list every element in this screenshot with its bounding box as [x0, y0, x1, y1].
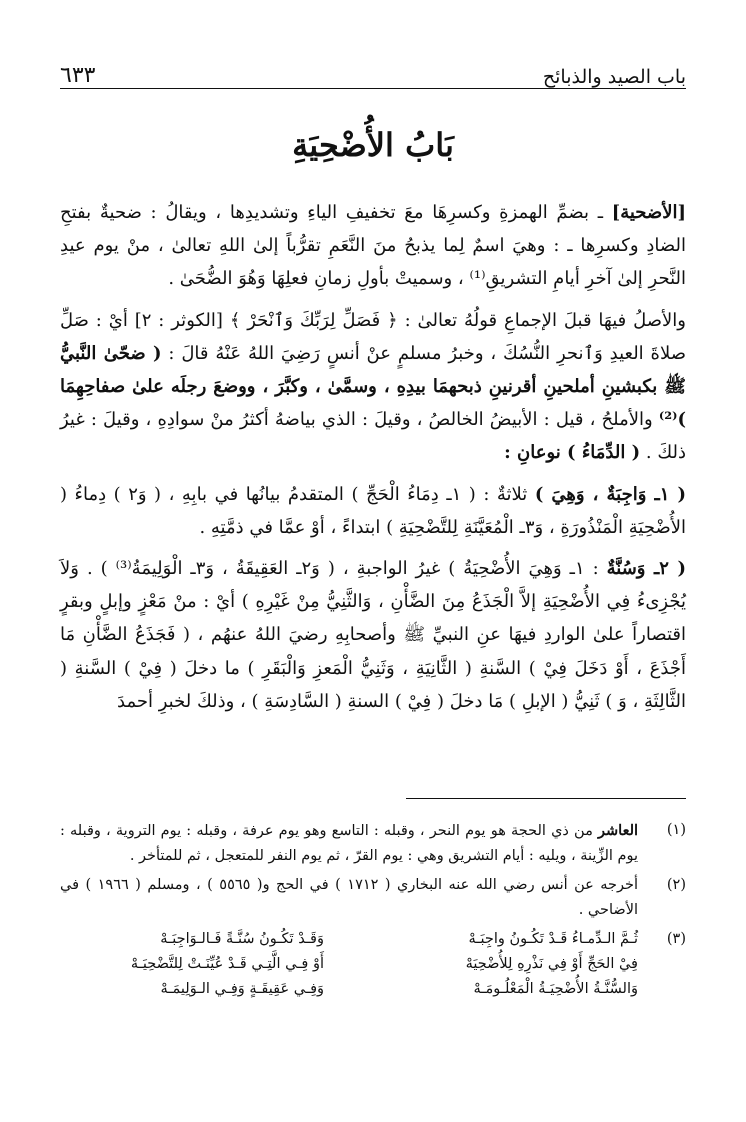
verse: ثُـمَّ الـدِّمـاءُ قَـدْ تَكُـونُ واجِبَـهْ	[468, 931, 638, 947]
footnote-2	[60, 873, 686, 923]
obligatory-text: ثلاثةٌ : ( ١ـ دِمَاءُ الْحَجِّ ) المتقدمُ بيانُها في بابِهِ ، ( وَ٢ ) دِماءُ ( الأُضْحِيَةِ الْمَنْذُورَةِ ، وَ٣ـ الْمُعَيَّنَةِ لِلتَّضْحِيَةِ ) ابتداءً ، أوْ عمَّا في ذمَّتِهِ .	[60, 483, 686, 538]
poem-verses	[60, 927, 638, 1002]
term-blood: ( الدِّمَاءُ ) نوعانِ :	[504, 442, 641, 464]
evidence-text-2: والأملحُ ، قيل : الأبيضُ الخالصُ ، وقيلَ : الذي بياضهُ أكثرُ منْ سوادِهِ ، وقيلَ : غيرُ ذلكَ .	[60, 409, 686, 464]
definition-text: ـ بضمِّ الهمزةِ وكسرِهَا معَ تخفيفِ الياءِ وتشديدِها ، ويقالُ : ضحيةٌ بفتحِ الضادِ وكسرِها ـ : وهيَ اسمٌ لِما يذبحُ منَ النَّعَمِ تقرُّباً إلىٰ اللهِ تعالىٰ ، منْ يوم عيدِ النَّحرِ إلىٰ آخرِ أيامِ التشريقِ⁽¹⁾ ، وسميتْ بأولِ زمانِ فعلِهَا وَهُوَ الضُّحَىٰ .	[60, 202, 686, 290]
footnote-3	[60, 927, 686, 1002]
footnote-number: (٣)	[666, 931, 686, 947]
verse: فِيْ الحَجِّ أَوْ فِي نَذْرِهِ لِلأُضْحِيَهْ	[465, 956, 638, 972]
main-text	[60, 196, 686, 726]
section-title: بَابُ الأُضْحِيَةِ	[292, 126, 454, 164]
header-rule	[60, 88, 686, 89]
sunnah-text-2: وَلاَ يُجْزِىءُ فِي الأُضْحِيَةِ إلاَّ الْجَذَعُ مِنَ الضَّأْنِ ، وَالثَّنِيُّ مِنْ غَيْرِهِ ) أيْ : منْ مَعْزٍ وإبلٍ وبقرٍ اقتصاراً علىٰ الواردِ فيهَا عنِ النبيِّ ﷺ وأصحابِهِ رضيَ اللهُ عنهُم ، ( فَجَذَعُ الضَّأْنِ مَا أَجْذَعَ ، أَوْ دَخَلَ فِيْ ) السَّنةِ ( الثَّانِيَةِ ، وَثَنِيُّ الْمَعزِ وَالْبَقَرِ ) ما دخلَ ( فِيْ ) السَّنةِ ( الثَّالِثَةِ ، وَ ) ثَنِيُّ ( الإبلِ ) مَا دخلَ ( فِيْ ) السنةِ ( السَّادِسَةِ ) ، وذلكَ لخبرِ أحمدَ	[60, 558, 686, 712]
verse: وَقَـدْ تَكُـونُ سُنَّـةً فَـالـوَاجِبَـهْ	[160, 931, 324, 947]
paragraph-sunnah	[60, 552, 686, 718]
chapter-title: باب الصيد والذبائح	[542, 66, 686, 88]
footnote-1	[60, 818, 686, 869]
paragraph-obligatory	[60, 478, 686, 544]
verse: وَالسُّنَّـةُ الأُضْحِيَـةُ الْمَعْلُـومَـهْ	[473, 981, 638, 997]
footnotes	[60, 818, 686, 1006]
footnote-text: من ذي الحجة هو يوم النحر ، وقبله : التاسع وهو يوم عرفة ، وقبله : يوم التروية ، وقبله : يوم الزِّينة ، ويليه : أيام التشريق وهي : يوم القرّ ، ثم يوم النفر للمتعجل ، ثم للمتأخر .	[60, 823, 638, 864]
hadith-text: ( ضحّىٰ النَّبيُّ ﷺ بكبشينِ أملحينِ أقرنينِ ذبحهمَا بيدِهِ ، وسمَّىٰ ، وكبَّرَ ، ووضعَ رجلَه علىٰ صفاحِهِمَا )⁽²⁾	[60, 342, 686, 431]
paragraph-evidence	[60, 304, 686, 470]
term-udhiya: [الأضحية]	[611, 202, 686, 223]
footnote-text: أخرجه عن أنس رضي الله عنه البخاري ( ١٧١٢ ) في الحج و( ٥٥٦٥ ) ، ومسلم ( ١٩٦٦ ) في الأضاحي .	[60, 877, 638, 918]
term-sunnah: ( ٢ـ وَسُنَّةٌ	[606, 558, 686, 580]
running-header	[60, 58, 686, 88]
sunnah-text: : ١ـ وَهِيَ الأُضْحِيَةُ ) غيرُ الواجبةِ ، ( وَ٢ـ العَقِيقَةُ ، وَ٣ـ الْوَلِيمَةُ⁽³⁾ ) .	[86, 558, 599, 580]
footnote-lead: العاشر	[598, 822, 639, 839]
verse: أَوْ فِـي الَّتِـي قَـدْ عُيِّنَـتْ لِلتَّضْحِيَـهْ	[130, 956, 324, 972]
footnote-rule	[406, 798, 686, 799]
term-obligatory: ( ١ـ وَاجِبَةٌ ، وَهِيَ )	[534, 483, 686, 505]
verse: وَفِـي عَقِيقَـةٍ وَفِـي الـوَلِيمَـهْ	[160, 981, 324, 997]
page-number: ٦٣٣	[60, 63, 96, 88]
footnote-number: (١)	[666, 822, 686, 838]
footnote-number: (٢)	[666, 877, 686, 893]
paragraph-definition	[60, 196, 686, 296]
evidence-text: والأصلُ فيهَا قبلَ الإجماعِ قولُهُ تعالىٰ : ﴿ فَصَلِّ لِرَبِّكَ وَٱنْحَرْ ﴾ [الكوثر : ٢] أيْ : صَلِّ صلاةَ العيدِ وَٱنحرِ النُّسُكَ ، وخبرُ مسلمٍ عنْ أنسٍ رَضِيَ اللهُ عَنْهُ قالَ :	[60, 309, 687, 364]
